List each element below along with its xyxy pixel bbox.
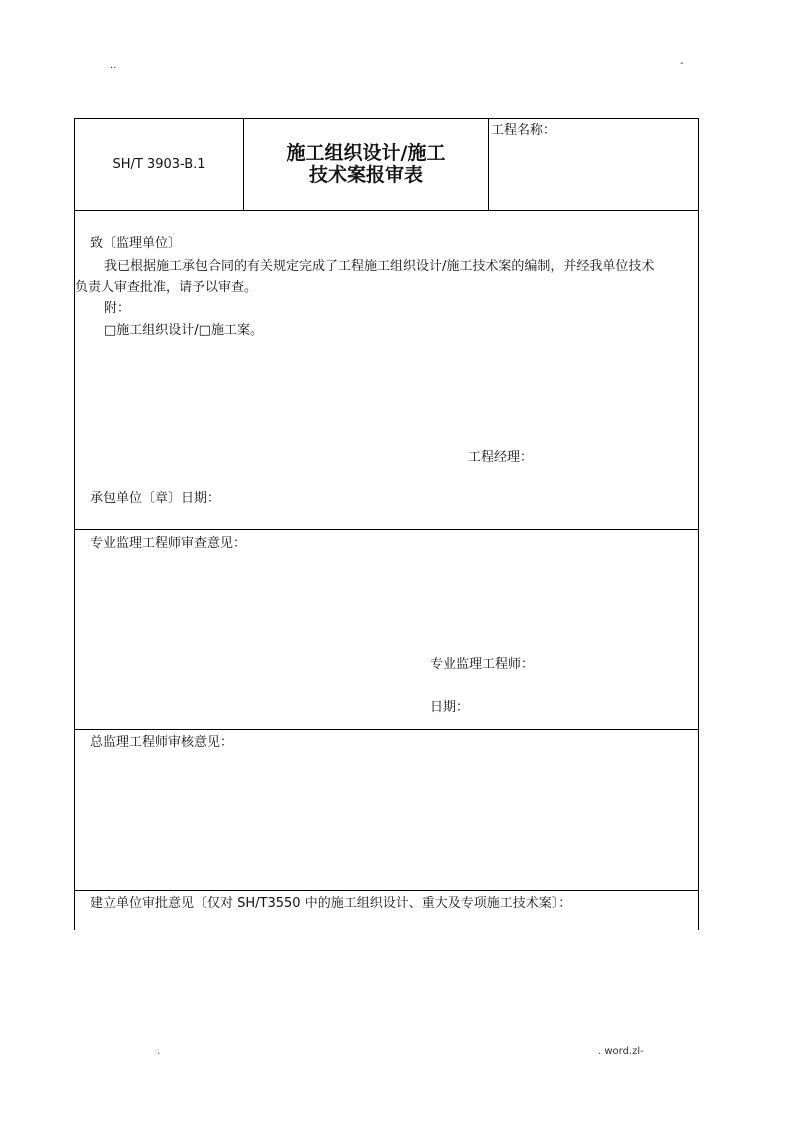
footer-left-mark: . bbox=[157, 1046, 161, 1057]
header-divider-2 bbox=[488, 118, 489, 210]
row-divider-3 bbox=[74, 729, 699, 730]
row-divider-1 bbox=[74, 210, 699, 211]
form-code-cell bbox=[75, 118, 243, 210]
table-right-border bbox=[698, 118, 699, 930]
attachment-label: 附： bbox=[104, 301, 131, 316]
project-manager-label: 工程经理： bbox=[468, 450, 534, 465]
chief-review-heading: 总监理工程师审核意见： bbox=[90, 735, 234, 750]
specialist-review-heading: 专业监理工程师审查意见： bbox=[90, 536, 247, 551]
specialist-date-label: 日期： bbox=[430, 700, 470, 715]
form-title bbox=[244, 118, 488, 210]
form-title-line2: 技术案报审表 bbox=[308, 164, 423, 186]
owner-approval-heading: 建立单位审批意见〔仅对 SH/T3550 中的施工组织设计、重大及专项施工技术案〕： bbox=[90, 896, 572, 911]
header-left-mark: .. bbox=[110, 60, 117, 71]
form-code: SH/T 3903-B.1 bbox=[112, 156, 206, 172]
specialist-engineer-label: 专业监理工程师： bbox=[430, 657, 535, 672]
form-title-line1: 施工组织设计/施工 bbox=[286, 142, 446, 164]
row-divider-4 bbox=[74, 890, 699, 891]
header-right-mark: - bbox=[680, 58, 684, 69]
body-line-2: 负责人审查批准，请予以审查。 bbox=[75, 280, 258, 295]
body-line-1: 我已根据施工承包合同的有关规定完成了工程施工组织设计/施工技术案的编制，并经我单位技术 bbox=[104, 259, 655, 274]
row-divider-2 bbox=[74, 529, 699, 530]
table-left-border bbox=[74, 118, 75, 930]
contractor-seal-date-label: 承包单位〔章〕日期： bbox=[90, 491, 221, 506]
footer-right-text: . word.zl- bbox=[598, 1046, 644, 1057]
addressee: 致〔监理单位〕 bbox=[90, 236, 182, 251]
attachment-checkbox-text: □施工组织设计/□施工案。 bbox=[104, 323, 263, 338]
project-name-label: 工程名称： bbox=[491, 123, 557, 138]
